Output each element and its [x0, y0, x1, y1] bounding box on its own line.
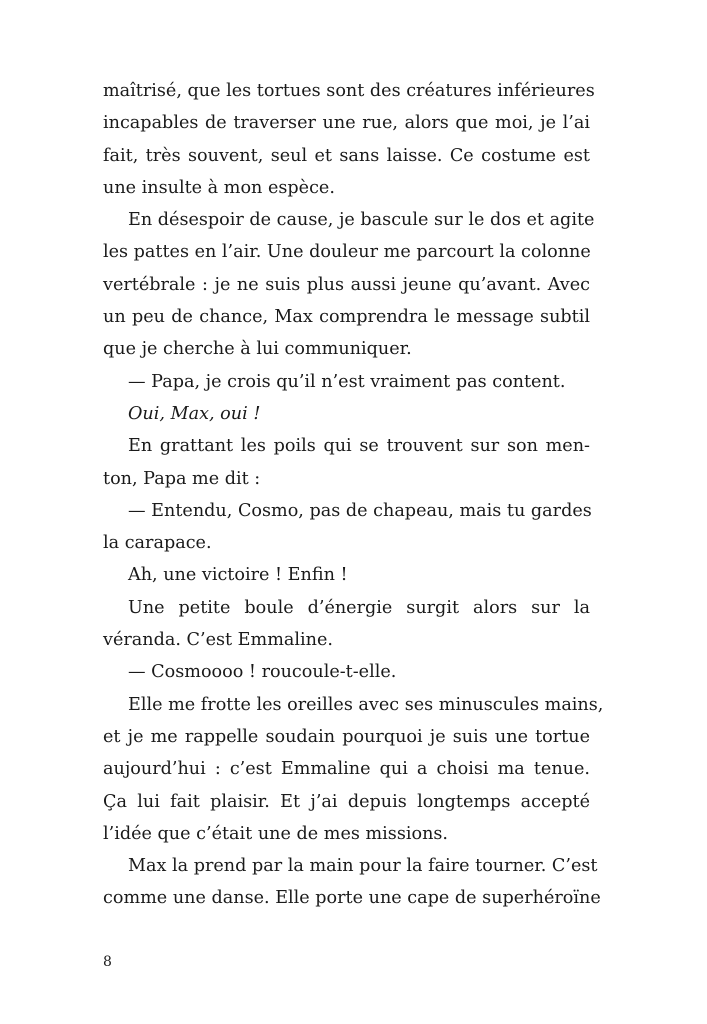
- text-line: et je me rappelle soudain pourquoi je suis une tortue: [103, 726, 590, 747]
- text-line: En grattant les poils qui se trouvent sur son men-: [128, 436, 590, 457]
- text-line: Elle me frotte les oreilles avec ses minuscules mains,: [128, 694, 604, 715]
- text-line: Ah, une victoire ! Enfin !: [128, 565, 348, 586]
- text-line: Ça lui fait plaisir. Et j’ai depuis longtemps accepté: [103, 791, 590, 812]
- body-text: [103, 75, 604, 915]
- text-line: vertébrale : je ne suis plus aussi jeune qu’avant. Avec: [103, 274, 590, 295]
- text-line: — Papa, je crois qu’il n’est vraiment pas content.: [128, 371, 566, 392]
- text-line: Oui, Max, oui !: [128, 403, 261, 424]
- text-line: fait, très souvent, seul et sans laisse. Ce costume est: [103, 145, 590, 166]
- text-line: l’idée que c’était une de mes missions.: [103, 823, 449, 844]
- text-line: Une petite boule d’énergie surgit alors sur la: [128, 597, 590, 618]
- text-line: une insulte à mon espèce.: [103, 177, 335, 198]
- text-line: — Entendu, Cosmo, pas de chapeau, mais tu gardes: [128, 500, 592, 521]
- text-line: En désespoir de cause, je bascule sur le dos et agite: [128, 210, 595, 231]
- page-number: 8: [103, 954, 112, 970]
- text-line: maîtrisé, que les tortues sont des créatures inférieures: [103, 81, 595, 101]
- text-line: aujourd’hui : c’est Emmaline qui a choisi ma tenue.: [103, 759, 590, 780]
- text-line: incapables de traverser une rue, alors que moi, je l’ai: [103, 113, 590, 134]
- text-line: que je cherche à lui communiquer.: [103, 339, 412, 360]
- text-line: la carapace.: [103, 533, 212, 554]
- text-line: comme une danse. Elle porte une cape de superhéroïne: [103, 888, 601, 909]
- text-line: un peu de chance, Max comprendra le message subtil: [103, 307, 590, 328]
- text-line: ton, Papa me dit :: [103, 468, 261, 489]
- text-line: les pattes en l’air. Une douleur me parcourt la colonne: [103, 242, 591, 263]
- text-line: véranda. C’est Emmaline.: [103, 630, 333, 651]
- text-line: — Cosmoooo ! roucoule-t-elle.: [128, 662, 397, 683]
- text-line: Max la prend par la main pour la faire tourner. C’est: [128, 856, 598, 877]
